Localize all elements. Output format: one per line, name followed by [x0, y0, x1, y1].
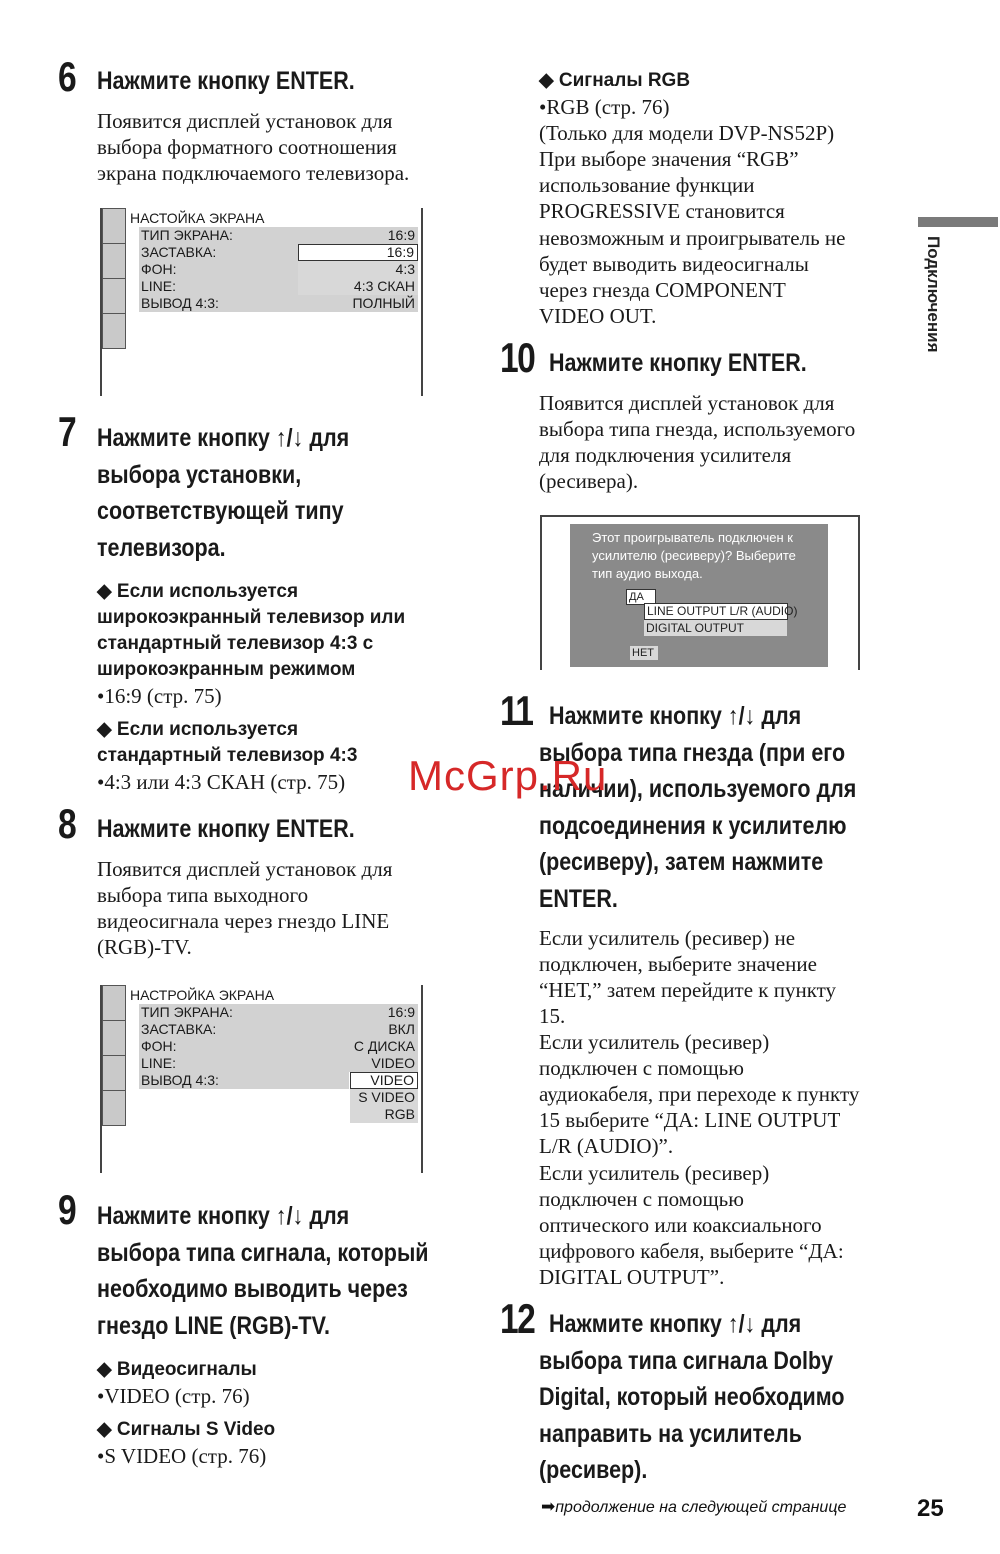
step-7-subheading-2-line-1: ◆ Если используется [97, 719, 299, 740]
step-11-heading-line-1: Нажмите кнопку ↑/↓ для [549, 702, 802, 730]
step-9-number: 9 [58, 1186, 76, 1233]
dialog-yes-option[interactable]: ДА [626, 589, 656, 605]
step-11-body-line-12: оптического или коаксиального [539, 1213, 822, 1237]
step-8-body-line-1: Появится дисплей установок для [97, 857, 393, 881]
step-11-body-line-8: 15 выберите “ДА: LINE OUTPUT [539, 1108, 841, 1132]
step-7-subheading-1-line-4: широкоэкранным режимом [97, 659, 356, 680]
osd-row-label: ТИП ЭКРАНА: [141, 1004, 233, 1020]
step-10-body-line-3: для подключения усилителя [539, 443, 792, 467]
step-11-body-line-9: L/R (AUDIO)”. [539, 1134, 674, 1158]
osd-row-label: LINE: [141, 278, 177, 294]
step-6-number: 6 [58, 53, 76, 100]
osd-row-value: 16:9 [387, 1004, 415, 1020]
step-7-heading-line-1: Нажмите кнопку ↑/↓ для [97, 424, 350, 452]
osd-title: НАСТОЙКА ЭКРАНА [130, 210, 265, 226]
step-12-heading-line-3: Digital, который необходимо [539, 1383, 845, 1411]
dialog-message-line-2: усилителю (ресиверу)? Выберите [592, 548, 796, 563]
osd-row-label: ТИП ЭКРАНА: [141, 227, 233, 243]
osd-row-label: ЗАСТАВКА: [141, 1021, 217, 1037]
rgb-line-8: через гнезда COMPONENT [539, 278, 786, 302]
osd-row-background [139, 261, 299, 278]
step-9-bullet-video: •VIDEO (стр. 76) [97, 1384, 250, 1408]
osd-row-screen-type [139, 1004, 418, 1021]
osd-row-label: LINE: [141, 1055, 177, 1071]
osd-row-value: 16:9 [387, 227, 415, 243]
osd-row-screensaver [139, 244, 299, 261]
menu-icon-strip [102, 985, 126, 1173]
step-7-bullet-2: •4:3 или 4:3 СКАН (стр. 75) [97, 770, 346, 794]
step-11-heading-line-4: подсоединения к усилителю [539, 812, 847, 840]
dialog-panel [570, 524, 828, 667]
step-6-body-line-2: выбора форматного соотношения [97, 135, 397, 159]
dialog-line-output-option[interactable]: LINE OUTPUT L/R (AUDIO) [644, 603, 788, 620]
step-9-subheading-video: ◆ Видеосигналы [97, 1359, 257, 1380]
step-11-body-line-13: цифрового кабеля, выберите “ДА: [539, 1239, 844, 1263]
step-11-body-line-11: подключен с помощью [539, 1187, 744, 1211]
step-12-heading-line-4: направить на усилитель [539, 1420, 802, 1448]
step-12-heading-line-2: выбора типа сигнала Dolby [539, 1347, 834, 1375]
step-7-subheading-1-line-2: широкоэкранный телевизор или [97, 607, 406, 628]
step-10-number: 10 [500, 334, 535, 381]
step-11-body-line-5: Если усилитель (ресивер) [539, 1030, 770, 1054]
rgb-subheading: ◆ Сигналы RGB [539, 70, 691, 91]
step-11-body-line-4: 15. [539, 1004, 566, 1028]
step-6-body-line-1: Появится дисплей установок для [97, 109, 393, 133]
osd-row-4-3-output [139, 1072, 349, 1089]
step-7-heading-line-4: телевизора. [97, 534, 226, 562]
osd-row-label: ВЫВОД 4:3: [141, 295, 219, 311]
step-9-heading-line-4: гнездо LINE (RGB)-TV. [97, 1312, 331, 1340]
step-11-number: 11 [500, 687, 533, 734]
osd-row-value: ПОЛНЫЙ [352, 295, 415, 311]
step-7-heading-line-2: выбора установки, [97, 461, 302, 489]
step-7-subheading-1-line-3: стандартный телевизор 4:3 с [97, 633, 374, 654]
osd-row-label: ВЫВОД 4:3: [141, 1072, 219, 1088]
step-8-body-line-2: выбора типа выходного [97, 883, 309, 907]
osd-option[interactable]: 4:3 [298, 261, 418, 278]
step-7-subheading-1-line-1: ◆ Если используется [97, 581, 299, 602]
osd-row-label: ФОН: [141, 261, 177, 277]
step-6-body-line-3: экрана подключаемого телевизора. [97, 161, 410, 185]
step-8-body-line-4: (RGB)-TV. [97, 935, 192, 959]
step-11-body-line-14: DIGITAL OUTPUT”. [539, 1265, 725, 1289]
osd-row-label: ФОН: [141, 1038, 177, 1054]
step-9-heading-line-3: необходимо выводить через [97, 1275, 408, 1303]
step-12-number: 12 [500, 1295, 535, 1342]
step-11-body-line-3: “НЕТ,” затем перейдите к пункту [539, 978, 837, 1002]
osd-row-label: ЗАСТАВКА: [141, 244, 217, 260]
step-10-heading: Нажмите кнопку ENTER. [549, 349, 807, 377]
osd-row-screen-type [139, 227, 418, 244]
step-6-heading: Нажмите кнопку ENTER. [97, 67, 355, 95]
osd-row-4-3-output [139, 295, 418, 312]
menu-icon-strip [102, 208, 126, 396]
rgb-line-6: невозможным и проигрыватель не [539, 226, 846, 250]
rgb-line-5: PROGRESSIVE становится [539, 199, 785, 223]
step-11-heading-line-3: наличии), используемого для [539, 775, 857, 803]
rgb-line-7: будет выводить видеосигналы [539, 252, 809, 276]
step-8-number: 8 [58, 800, 76, 847]
osd-option[interactable]: S VIDEO [350, 1089, 418, 1106]
sidebar-tab-bar [918, 217, 998, 227]
step-10-body-line-2: выбора типа гнезда, используемого [539, 417, 856, 441]
step-8-heading: Нажмите кнопку ENTER. [97, 815, 355, 843]
step-11-heading-line-2: выбора типа гнезда (при его [539, 739, 846, 767]
step-11-body-line-10: Если усилитель (ресивер) [539, 1161, 770, 1185]
osd-row-line [139, 1055, 418, 1072]
rgb-line-4: использование функции [539, 173, 755, 197]
arrow-right-icon: ➡ [541, 1497, 556, 1516]
step-9-heading-line-2: выбора типа сигнала, который [97, 1239, 429, 1267]
continue-note [541, 1497, 846, 1517]
osd-row-value: ВКЛ [388, 1021, 415, 1037]
rgb-line-9: VIDEO OUT. [539, 304, 657, 328]
step-12-heading-line-1: Нажмите кнопку ↑/↓ для [549, 1310, 802, 1338]
dialog-digital-output-option[interactable]: DIGITAL OUTPUT [644, 620, 787, 636]
step-11-body-line-1: Если усилитель (ресивер) не [539, 926, 796, 950]
audio-output-display [540, 515, 860, 670]
step-9-heading-line-1: Нажмите кнопку ↑/↓ для [97, 1202, 350, 1230]
step-11-body-line-7: аудиокабеля, при переходе к пункту [539, 1082, 860, 1106]
watermark: McGrp.Ru [408, 752, 608, 799]
continue-text: продолжение на следующей странице [555, 1499, 847, 1516]
step-8-body-line-3: видеосигнала через гнездо LINE [97, 909, 390, 933]
step-9-subheading-svideo: ◆ Сигналы S Video [97, 1419, 276, 1440]
dialog-message-line-1: Этот проигрыватель подключен к [592, 530, 793, 545]
step-9-bullet-svideo: •S VIDEO (стр. 76) [97, 1444, 267, 1468]
osd-title: НАСТРОЙКА ЭКРАНА [130, 987, 275, 1003]
screen-setup-display-aspect [100, 208, 423, 396]
rgb-line-2: (Только для модели DVP-NS52P) [539, 121, 835, 145]
osd-row-screensaver [139, 1021, 418, 1038]
osd-option-selected[interactable]: VIDEO [350, 1072, 418, 1089]
step-11-heading-line-5: (ресиверу), затем нажмите [539, 848, 824, 876]
dialog-no-option[interactable]: НЕТ [630, 646, 658, 660]
step-10-body-line-1: Появится дисплей установок для [539, 391, 835, 415]
osd-row-value: С ДИСКА [353, 1038, 415, 1054]
osd-row-line [139, 278, 299, 295]
step-12-heading-line-5: (ресивер). [539, 1456, 648, 1484]
osd-option[interactable]: RGB [350, 1106, 418, 1123]
page-number: 25 [917, 1495, 944, 1522]
step-7-number: 7 [58, 408, 76, 455]
step-7-bullet-1: •16:9 (стр. 75) [97, 684, 222, 708]
rgb-line-3: При выборе значения “RGB” [539, 147, 799, 171]
step-11-heading-line-6: ENTER. [539, 885, 618, 913]
osd-row-background [139, 1038, 418, 1055]
screen-setup-display-line-output [100, 985, 423, 1173]
dialog-message-line-3: тип аудио выхода. [592, 566, 703, 581]
osd-option[interactable]: 4:3 СКАН [298, 278, 418, 295]
step-7-heading-line-3: соответствующей типу [97, 497, 344, 525]
step-10-body-line-4: (ресивера). [539, 469, 639, 493]
osd-row-value: VIDEO [371, 1055, 415, 1071]
osd-option-selected[interactable]: 16:9 [298, 244, 418, 261]
rgb-line-1: •RGB (стр. 76) [539, 95, 670, 119]
step-11-body-line-6: подключен с помощью [539, 1056, 744, 1080]
sidebar-section-label: Подключения [924, 236, 943, 353]
step-11-body-line-2: подключен, выберите значение [539, 952, 817, 976]
step-7-subheading-2-line-2: стандартный телевизор 4:3 [97, 745, 358, 766]
